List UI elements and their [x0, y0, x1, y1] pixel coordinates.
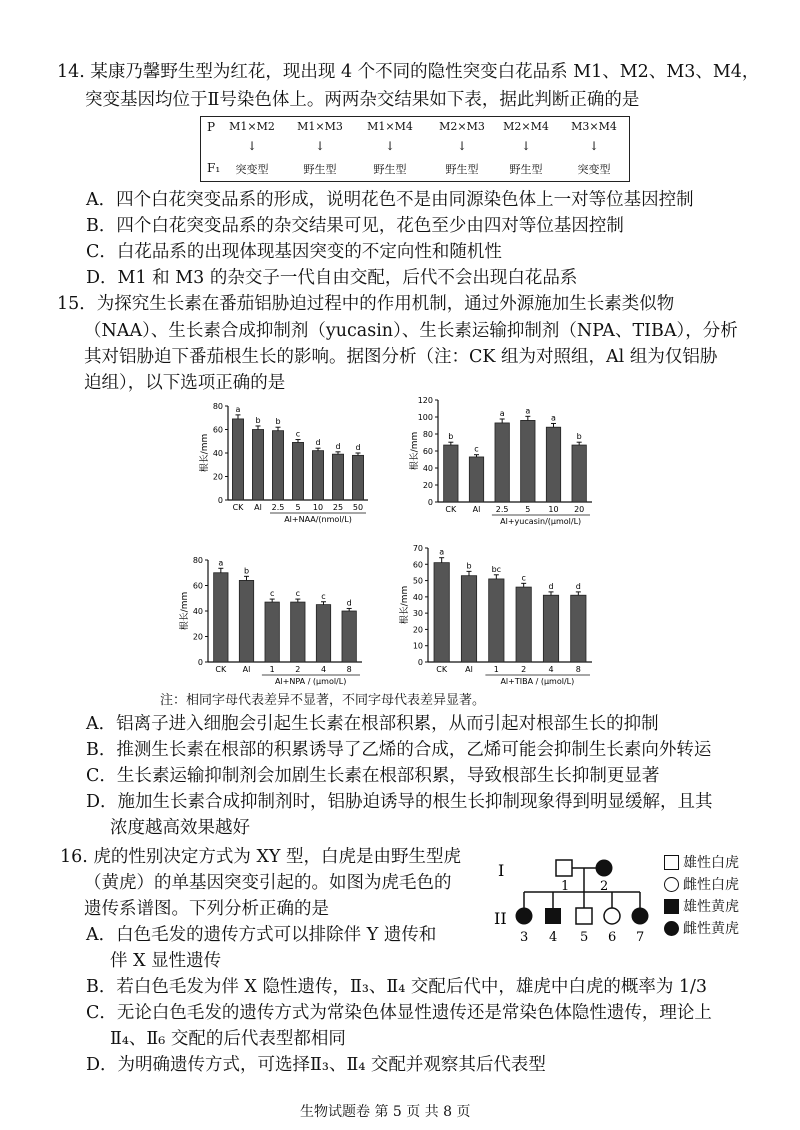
q15-stem-line4: 迫组），以下选项正确的是 — [84, 373, 286, 393]
individual-4-male-yellow — [545, 908, 561, 924]
x-tick-label: 20 — [574, 505, 585, 514]
generation-label-1: I — [498, 861, 505, 880]
legend-label: 雌性白虎 — [683, 877, 739, 893]
bar — [495, 423, 509, 502]
bar — [571, 595, 586, 662]
bar — [543, 595, 558, 662]
q14-stem-line1: 14. 某康乃馨野生型为红花，现出现 4 个不同的隐性突变白花品系 M1、M2、M3、M4， — [57, 62, 760, 82]
q16-stem-line1: 16. 虎的性别决定方式为 XY 型，白虎是由野生型虎 — [60, 847, 462, 867]
x-tick-label: 5 — [525, 505, 531, 514]
result-cell: 突变型 — [577, 163, 611, 176]
individual-number: 1 — [561, 879, 570, 894]
result-cell: 野生型 — [445, 163, 479, 176]
legend-label: 雄性黄虎 — [683, 899, 739, 915]
y-tick-label: 40 — [212, 449, 223, 458]
bar-chart-naa — [198, 398, 374, 528]
bar — [352, 455, 363, 500]
y-axis-label: 根长/mm — [410, 431, 420, 471]
q16-option-d: D．为明确遗传方式，可选择Ⅱ₃、Ⅱ₄ 交配并观察其后代表型 — [86, 1055, 546, 1075]
y-tick-label: 80 — [212, 402, 223, 411]
bar — [252, 430, 263, 501]
page-footer: 生物试题卷 第 5 页 共 8 页 — [300, 1104, 471, 1120]
x-axis-label: Al+NPA / (μmol/L) — [274, 677, 347, 686]
x-tick-label: 1 — [269, 665, 275, 674]
x-tick-label: CK — [436, 665, 448, 674]
legend-male-yellow — [664, 896, 739, 916]
significance-letter: b — [275, 417, 281, 427]
q14-option-c: C．白花品系的出现体现基因突变的不定向性和随机性 — [86, 242, 502, 262]
individual-2-female-yellow — [596, 860, 613, 877]
x-tick-label: Al — [465, 665, 473, 674]
bar — [489, 579, 504, 662]
significance-letter: a — [439, 547, 445, 557]
arrow: ↓ — [520, 139, 532, 153]
bar — [239, 580, 253, 662]
significance-letter: a — [551, 413, 556, 423]
x-tick-label: 4 — [548, 665, 554, 674]
significance-letter: b — [255, 415, 261, 425]
result-cell: 野生型 — [509, 163, 543, 176]
q16-option-a: A．白色毛发的遗传方式可以排除伴 Y 遗传和 — [86, 925, 437, 945]
y-tick-label: 40 — [422, 464, 433, 473]
significance-letter: d — [335, 441, 341, 451]
q15-option-b: B．推测生长素在根部的积累诱导了乙烯的合成，乙烯可能会抑制生长素向外转运 — [86, 740, 712, 760]
y-tick-label: 0 — [197, 658, 203, 667]
bar — [332, 454, 343, 500]
y-tick-label: 10 — [412, 641, 423, 651]
y-tick-label: 60 — [412, 560, 423, 570]
x-tick-label: 5 — [295, 503, 301, 512]
individual-6-female-white — [604, 908, 620, 924]
bar — [312, 451, 323, 500]
x-tick-label: 8 — [346, 665, 352, 674]
x-tick-label: Al — [254, 503, 262, 512]
x-tick-label: 50 — [352, 503, 364, 512]
x-axis-label: Al+TIBA / (μmol/L) — [500, 677, 575, 686]
y-tick-label: 80 — [192, 556, 203, 565]
bar — [521, 420, 535, 502]
filled-square-icon — [664, 899, 679, 914]
x-tick-label: CK — [215, 665, 227, 674]
y-axis-label: 根长/mm — [180, 591, 190, 631]
x-tick-label: 10 — [548, 505, 559, 514]
x-axis-label: Al+yucasin/(μmol/L) — [500, 517, 582, 526]
cross-cell: M3×M4 — [571, 120, 617, 133]
bar — [272, 431, 283, 500]
legend-label: 雄性白虎 — [683, 855, 739, 871]
significance-letter: b — [243, 566, 250, 576]
bar — [516, 587, 531, 662]
y-tick-label: 0 — [217, 496, 223, 505]
cross-cell: M1×M4 — [367, 120, 413, 133]
y-axis-label: 根长/mm — [400, 585, 410, 625]
x-tick-label: 2 — [521, 665, 527, 674]
x-tick-label: 2 — [295, 665, 301, 674]
filled-circle-icon — [664, 921, 679, 936]
bar — [434, 563, 449, 662]
result-cell: 野生型 — [303, 163, 337, 176]
table-row-f1-label: F₁ — [207, 161, 221, 175]
x-tick-label: Al — [242, 665, 251, 674]
cross-cell: M1×M3 — [297, 120, 343, 133]
q15-option-d-cont: 浓度越高效果越好 — [110, 818, 250, 838]
y-tick-label: 0 — [427, 498, 433, 507]
q16-stem-line2: （黄虎）的单基因突变引起的。如图为虎毛色的 — [84, 873, 452, 893]
significance-letter: d — [355, 443, 361, 452]
significance-letter: d — [575, 581, 581, 591]
x-tick-label: Al — [472, 505, 481, 514]
q16-option-c: C．无论白色毛发的遗传方式为常染色体显性遗传还是常染色体隐性遗传，理论上 — [86, 1003, 712, 1023]
arrow: ↓ — [384, 139, 396, 153]
bar-chart-npa — [178, 552, 368, 690]
q14-option-a: A．四个白花突变品系的形成，说明花色不是由同源染色体上一对等位基因控制 — [86, 190, 694, 210]
y-tick-label: 20 — [412, 625, 423, 635]
significance-letter: d — [315, 438, 321, 448]
individual-number: 2 — [600, 879, 609, 894]
q16-option-c-cont: Ⅱ₄、Ⅱ₆ 交配的后代表型都相同 — [110, 1029, 346, 1049]
significance-letter: c — [269, 589, 275, 599]
x-tick-label: CK — [445, 505, 457, 514]
cross-cell: M2×M3 — [439, 120, 485, 133]
individual-5-male-white — [576, 908, 592, 924]
result-cell: 野生型 — [373, 163, 407, 176]
table-row-p-label: P — [207, 120, 216, 134]
y-tick-label: 60 — [192, 581, 203, 591]
y-tick-label: 60 — [422, 447, 433, 456]
arrow: ↓ — [456, 139, 468, 153]
significance-letter: c — [295, 589, 301, 599]
significance-letter: a — [235, 404, 241, 414]
bar — [214, 573, 228, 662]
bar — [546, 427, 560, 502]
q14-stem-line2: 突变基因均位于Ⅱ号染色体上。两两杂交结果如下表，据此判断正确的是 — [85, 90, 640, 110]
y-axis-label: 根长/mm — [200, 433, 210, 473]
bar — [461, 576, 476, 662]
bar — [444, 445, 458, 502]
individual-1-male-yellow-outline — [556, 860, 572, 876]
q16-option-b: B．若白色毛发为伴 X 隐性遗传，Ⅱ₃、Ⅱ₄ 交配后代中，雄虎中白虎的概率为 1/3 — [86, 977, 708, 997]
legend-female-white — [664, 874, 739, 894]
cross-table — [200, 116, 630, 182]
x-tick-label: 1 — [493, 665, 499, 674]
result-cell: 突变型 — [235, 163, 269, 176]
bar — [232, 419, 243, 500]
x-tick-label: 2.5 — [495, 505, 509, 514]
significance-letter: b — [466, 561, 472, 571]
x-tick-label: 10 — [312, 503, 324, 512]
open-square-icon — [664, 855, 679, 870]
y-tick-label: 30 — [412, 609, 423, 619]
individual-7-female-yellow — [632, 908, 649, 925]
q15-note: 注：相同字母代表差异不显著，不同字母代表差异显著。 — [160, 693, 486, 708]
q15-stem-line2: （NAA）、生长素合成抑制剂（yucasin）、生长素运输抑制剂（NPA、TIBA），分析 — [84, 321, 738, 341]
significance-letter: c — [321, 591, 326, 601]
q14-option-b: B．四个白花突变品系的杂交结果可见，花色至少由四对等位基因控制 — [86, 216, 624, 236]
y-tick-label: 80 — [422, 430, 433, 439]
open-circle-icon — [664, 877, 679, 892]
cross-cell: M2×M4 — [503, 120, 549, 133]
q15-stem-line1: 15．为探究生长素在番茄铝胁迫过程中的作用机制，通过外源施加生长素类似物 — [57, 294, 675, 314]
y-tick-label: 20 — [212, 472, 223, 482]
legend-male-white — [664, 852, 739, 872]
significance-letter: c — [295, 429, 301, 439]
individual-number: 4 — [549, 930, 558, 945]
q16-option-a-cont: 伴 X 显性遗传 — [110, 951, 222, 971]
bar — [292, 442, 303, 500]
y-tick-label: 70 — [412, 544, 423, 553]
q15-option-a: A．铝离子进入细胞会引起生长素在根部积累，从而引起对根部生长的抑制 — [86, 714, 659, 734]
q15-stem-line3: 其对铝胁迫下番茄根生长的影响。据图分析（注：CK 组为对照组，Al 组为仅铝胁 — [84, 347, 718, 367]
y-tick-label: 50 — [412, 576, 423, 586]
significance-letter: a — [525, 406, 531, 416]
q16-stem-line3: 遗传系谱图。下列分析正确的是 — [84, 899, 329, 919]
bar — [469, 457, 483, 502]
q15-option-d: D．施加生长素合成抑制剂时，铝胁迫诱导的根生长抑制现象得到明显缓解，且其 — [86, 792, 713, 812]
bar — [291, 602, 305, 662]
significance-letter: c — [521, 573, 526, 583]
cross-cell: M1×M2 — [229, 120, 275, 133]
significance-letter: bc — [491, 564, 502, 574]
bar — [572, 445, 586, 502]
x-tick-label: CK — [232, 503, 244, 512]
individual-number: 7 — [636, 930, 645, 945]
x-tick-label: 8 — [575, 665, 581, 674]
legend-label: 雌性黄虎 — [683, 921, 739, 937]
q15-option-c: C．生长素运输抑制剂会加剧生长素在根部积累，导致根部生长抑制更显著 — [86, 766, 660, 786]
bar — [316, 605, 330, 662]
y-tick-label: 40 — [192, 607, 203, 616]
bar-chart-yucasin — [408, 392, 598, 530]
legend-female-yellow — [664, 918, 739, 938]
bar — [342, 611, 356, 662]
arrow: ↓ — [314, 139, 326, 153]
y-tick-label: 100 — [417, 413, 433, 422]
significance-letter: a — [499, 408, 505, 418]
y-tick-label: 0 — [417, 658, 423, 667]
x-tick-label: 4 — [320, 665, 327, 674]
bar — [265, 602, 279, 662]
arrow: ↓ — [246, 139, 258, 153]
significance-letter: c — [474, 444, 479, 454]
significance-letter: b — [576, 432, 582, 442]
y-tick-label: 120 — [417, 396, 433, 405]
individual-number: 3 — [520, 930, 529, 945]
significance-letter: d — [548, 581, 554, 591]
y-tick-label: 40 — [412, 592, 423, 602]
x-tick-label: 25 — [332, 503, 344, 512]
pedigree-chart — [486, 848, 666, 948]
individual-number: 6 — [608, 930, 617, 945]
y-tick-label: 20 — [192, 632, 203, 642]
x-axis-label: Al+NAA/(nmol/L) — [284, 515, 352, 524]
bar-chart-tiba — [398, 540, 598, 690]
individual-number: 5 — [580, 930, 589, 945]
significance-letter: d — [346, 598, 352, 608]
x-tick-label: 2.5 — [271, 503, 285, 512]
q14-option-d: D．M1 和 M3 的杂交子一代自由交配，后代不会出现白花品系 — [86, 268, 578, 288]
y-tick-label: 60 — [212, 425, 223, 435]
y-tick-label: 20 — [422, 481, 433, 490]
significance-letter: a — [218, 558, 224, 568]
generation-label-2: II — [494, 909, 507, 928]
arrow: ↓ — [588, 139, 600, 153]
individual-3-female-yellow — [516, 908, 533, 925]
significance-letter: b — [448, 432, 454, 442]
